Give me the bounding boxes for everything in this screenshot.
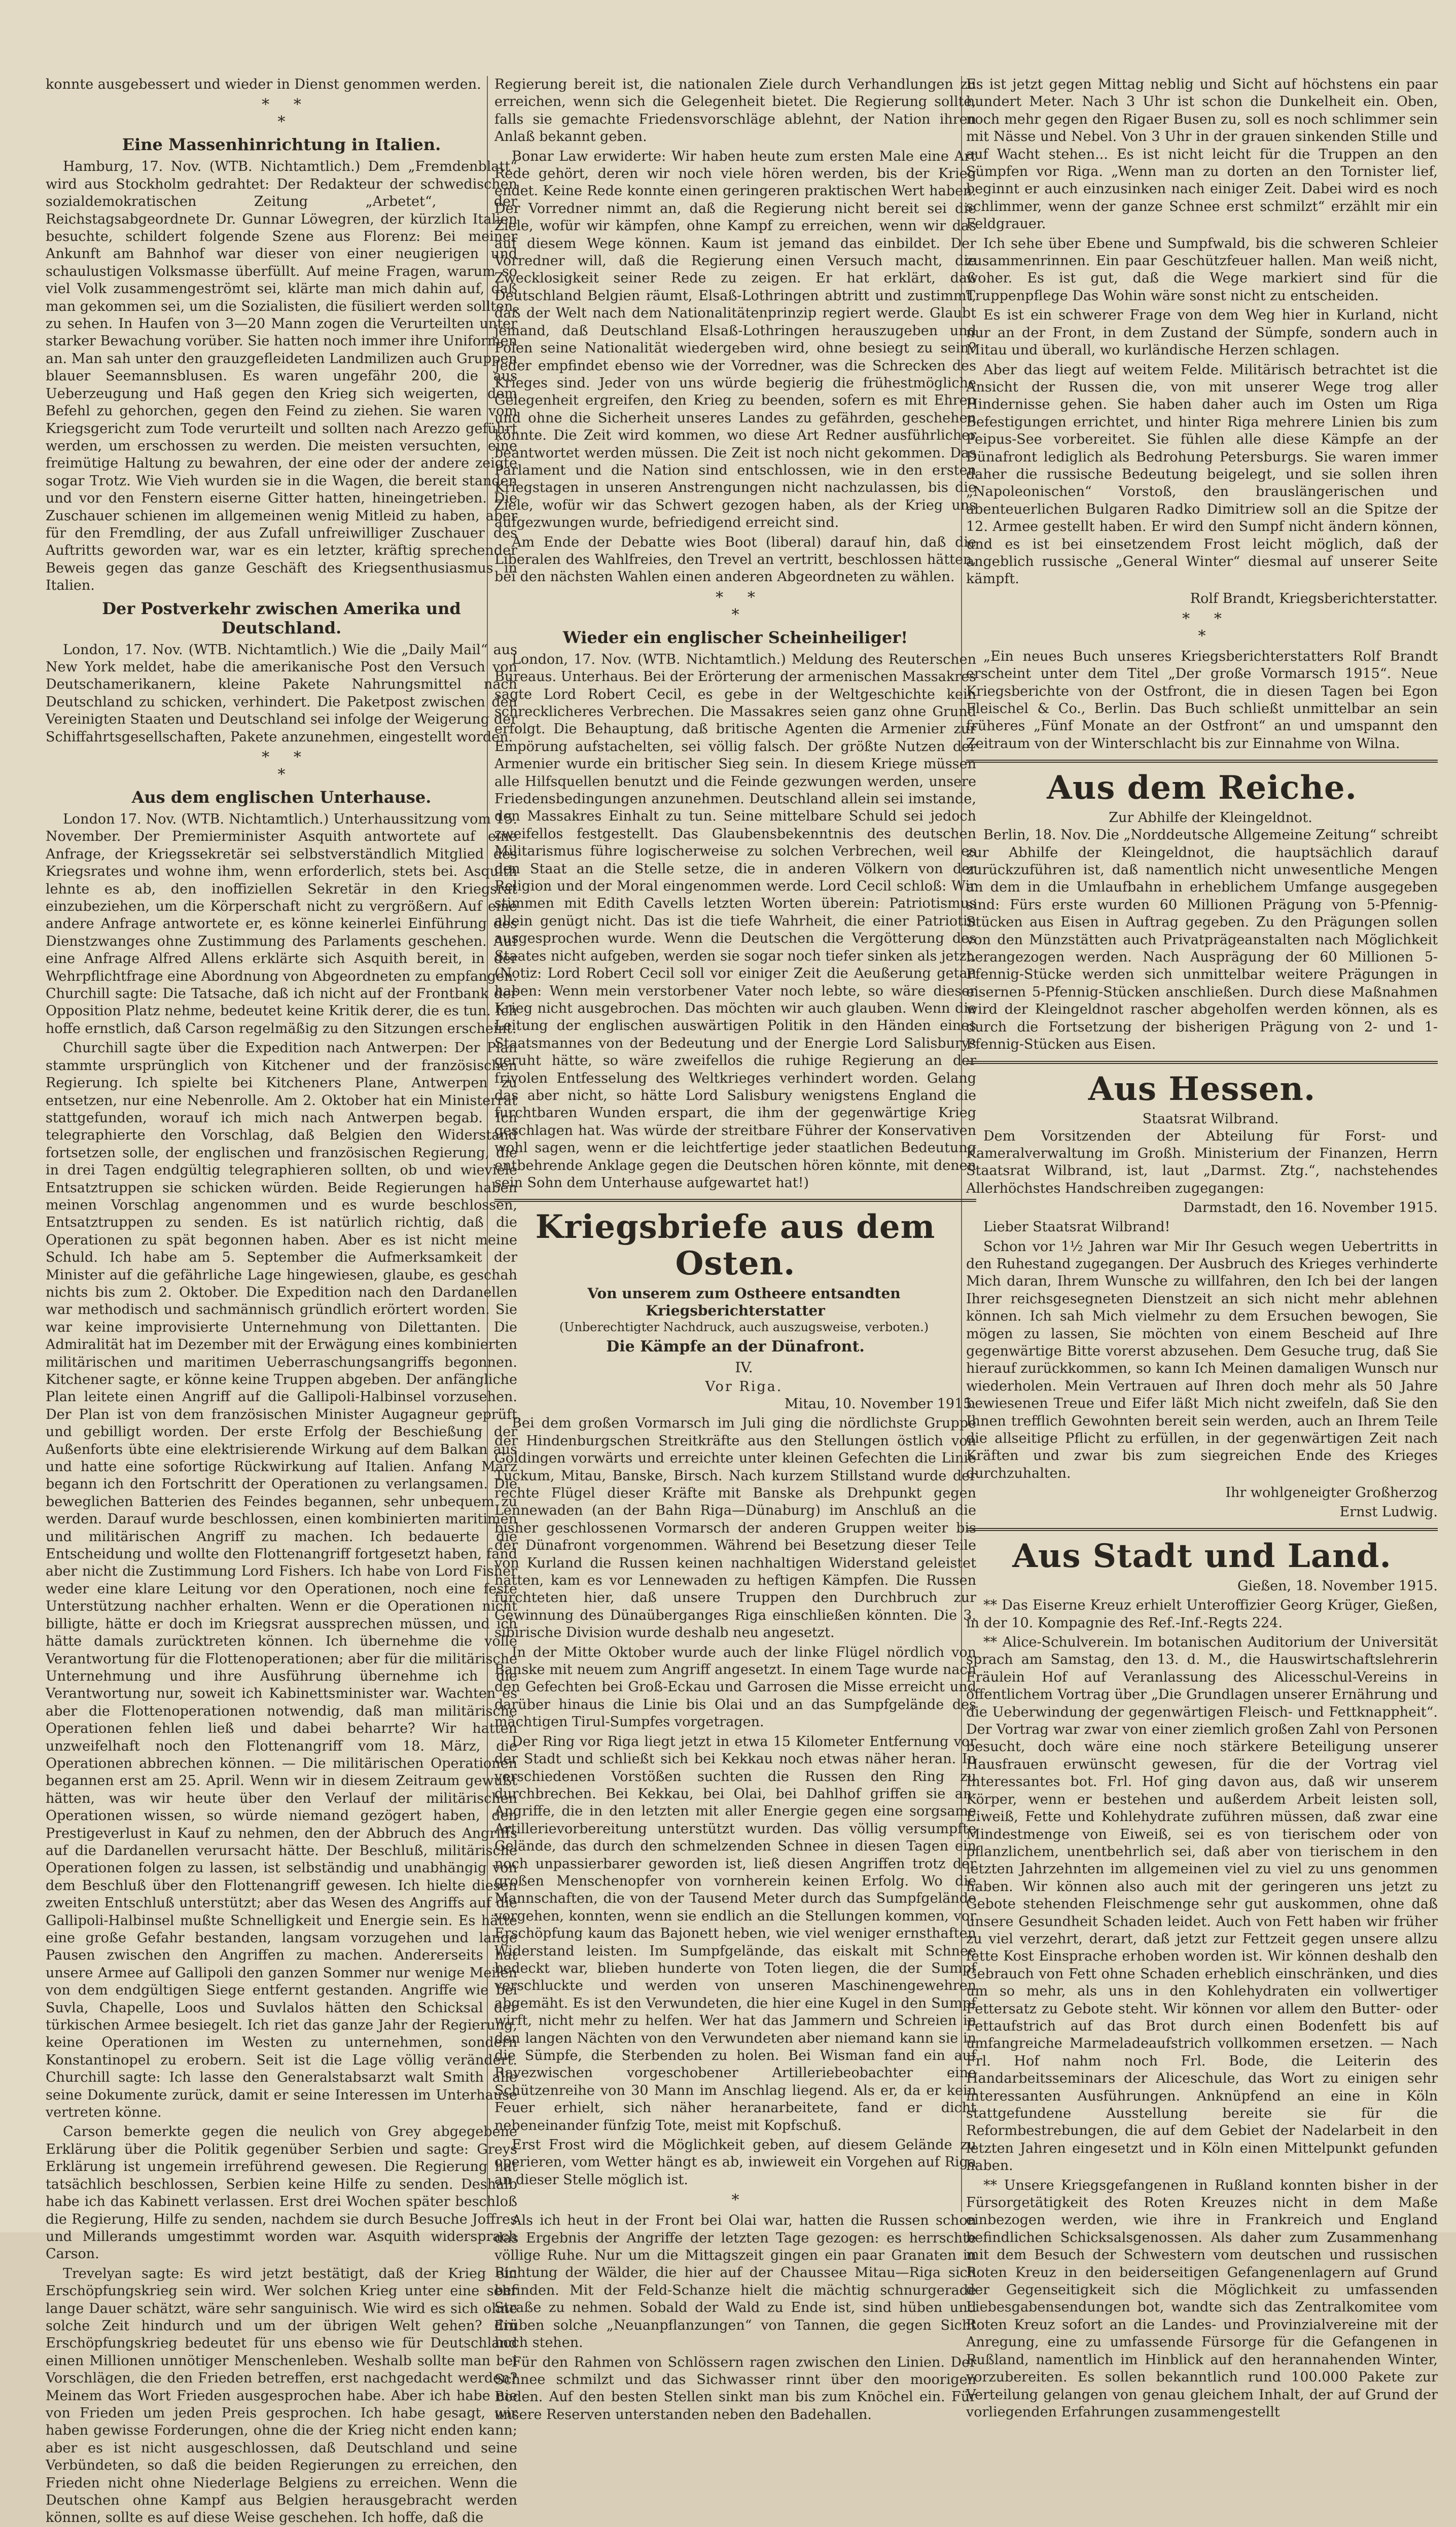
headline-stadt-und-land: Aus Stadt und Land. (1012, 1537, 1392, 1576)
article-text: Schon vor 1½ Jahren war Mir Ihr Gesuch wegen Uebertritts in den Ruhestand zugegangen. Der Ausbruch des Krieges verhinderte Mich daran, Ihrem Wunsche zu willfahren, den Ich bei der langen Ihrer reichsgesegneten Dienstzeit an sich nicht mehr ablehnen können. Ich sah Mich vielmehr zu dem Ersuchen bewogen, Sie mögen zu lassen, Sie möchten von einem Bescheid auf Ihre gegenwärtige Bitte vorerst abzusehen. Dem Gesuche trug, daß Sie hierauf zurückkommen, so kann Ich Meinen damaligen Wunsch nur wiederholen. Mein Vertrauen auf Ihren doch mehr als 50 Jahre bewiesenen Treue und Eifer läßt Mich nicht zweifeln, daß Sie den Ihnen trefflich Gewohnten bereit sein werden, auch an Ihrem Teile die allseitige Pflicht zu erfüllen, in der gegenwärtigen Zeit nach Kräften und zwar bis zum siegreichen Ende des Krieges durchzuhalten. (966, 1238, 1438, 1481)
separator-stars: * * * (262, 749, 301, 784)
article-text: „Ein neues Buch unseres Kriegsberichterstatters Rolf Brandt erscheint unter dem Titel „Der große Vormarsch 1915“. Neue Kriegsberichte von der Ostfront, die in diesen Tagen bei Egon Fleischel & Co., Berlin. Das Buch schließt unmittelbar an sein früheres „Fünf Monate an der Ostfront“ an und umspannt den Zeitraum von der Winterschlacht bis zur Einnahme von Wilna. (966, 648, 1438, 752)
section-rule (494, 1199, 976, 1202)
article-text: Bei dem großen Vormarsch im Juli ging die nördlichste Gruppe der Hindenburgschen Streitkräfte aus den Stellungen östlich von Goldingen vorwärts und erreichte unter kleinen Gefechten die Linie Tuckum, Mitau, Banske, Birsch. Nach kurzem Stillstand wurde der rechte Flügel dieser Kräfte mit Banske als Drehpunkt gegen Lennewaden (an der Bahn Riga—Dünaburg) im Anschluß an die bisher geschlossenen Vormarsch der anderen Gruppen weiter bis der Dünafront vorgenommen. Während bei Besetzung dieser Teile von Kurland die Russen keinen nachhaltigen Widerstand geleistet hatten, kam es vor Lennewaden zu heftigen Kämpfen. Die Russen fürchteten hier, daß unsere Truppen den Durchbruch zur Gewinnung des Dünaüberganges Riga einschließen könnten. Die 3. sibirische Division wurde deshalb neu angesetzt. (494, 1415, 976, 1641)
headline-aus-hessen: Aus Hessen. (1088, 1070, 1316, 1108)
article-text: Trevelyan sagte: Es wird jetzt bestätigt, daß der Krieg ein Erschöpfungskrieg sein wird. Wer solchen Krieg unter eine sehr lange Dauer schätzt, wäre sehr sanguinisch. Wie wird es sich ohne solche Zeit hindurch und um der übrigen Welt gehen? Ein Erschöpfungskrieg bedeutet für uns ebenso wie für Deutschland einen Millionen unnötiger Menschenleben. Weshalb sollte man bei Vorschlägen, die den Frieden betreffen, erst nachgedacht werden? Meinem das Wort Frieden ausgesprochen habe. Aber ich habe nie von Frieden um jeden Preis gesprochen. Ich habe gesagt, wir haben gewisse Forderungen, ohne die der Krieg nicht enden kann; aber es ist nicht ausgeschlossen, daß Deutschland und seine Verbündeten, so daß die beiden Regierungen zu erreichen, den Frieden nicht ohne Niederlage Belgiens zu erreichen. Wenn die Deutschen ohne Kampf aus Belgien herausgebracht werden können, sollte es auf diese Weise geschehen. Ich hoffe, daß die (46, 2265, 517, 2526)
article-text: In der Mitte Oktober wurde auch der linke Flügel nördlich von Banske mit neuem zum Angriff angesetzt. In einem Tage wurde nach den Gefechten bei Groß-Eckau und Garrosen die Misse erreicht und darüber hinaus die Linie bis Olai und an das Sumpfgelände des mächtigen Tirul-Sumpfes vorgetragen. (494, 1644, 976, 1730)
headline-massenhinrichtung: Eine Massenhinrichtung in Italien. (122, 135, 441, 155)
headline-unterhaus: Aus dem englischen Unterhause. (131, 788, 432, 807)
article-text: Churchill sagte über die Expedition nach Antwerpen: Der Plan stammte ursprünglich von Kitchener und der französischen Regierung. Ich spielte bei Kitcheners Plane, Antwerpen zu entsetzen, nur eine Nebenrolle. Am 2. Oktober hat ein Ministerrat stattgefunden, worauf ich mich nach Antwerpen begab. Ich telegraphierte den Vorschlag, daß Belgien den Widerstand fortsetzen solle, der englischen und französischen Regierung, die in drei Tagen endgültig telegraphieren sollten, ob und wieviele Entsatztruppen sie schicken würden. Beide Regierungen haben meinen Vorschlag angenommen und es wurde beschlossen, Entsatztruppen zu senden. Es ist natürlich richtig, daß die Operationen zu spät begonnen haben. Aber es ist nicht meine Schuld. Ich habe am 5. September die Aufmerksamkeit der Minister auf die gefährliche Lage hingewiesen, glaube, es geschah nichts bis zum 2. Oktober. Die Expedition nach den Dardanellen war methodisch und sachmännisch gründlich erörtert worden. Sie war keine improvisierte Unternehmung von Dilettanten. Die Admiralität hat im Dezember mit der Erwägung eines kombinierten militärischen und maritimen Ueberraschungsangriffs begonnen. Kitchener sagte, er könne keine Truppen abgeben. Der anfängliche Plan leitete einen Angriff auf die Gallipoli-Halbinsel vorzusehen. Der Plan ist von dem französischen Minister Augagneur geprüft und gebilligt worden. Der erste Erfolg der Beschießung der Außenforts übte eine elektrisierende Wirkung auf dem Balkan aus und hatte eine sofortige Rückwirkung auf Italien. Anfang März begann ich den Fortschritt der Operationen zu verlangsamen. Die beweglichen Batterien des Feindes begannen, sehr unbequem zu werden. Darauf wurde beschlossen, einen kombinierten maritimen und militärischen Angriff zu machen. Ich bedauerte die Entscheidung und wollte den Flottenangriff fortgesetzt haben, fand aber nicht die Zustimmung Lord Fishers. Ich habe von Lord Fisher weder eine klare Leitung vor den Operationen, noch eine feste Unterstützung nachher erhalten. Wenn er die Operationen nicht billigte, hätte er doch im Kriegsrat aussprechen müssen, und ich hätte damals zurücktreten können. Ich übernehme die volle Verantwortung für die Flottenoperationen; aber für die militärische Unternehmung und ihre Ausführung übernehme ich die Verantwortung nur, soweit ich Kabinettsminister war. Wachten es aber die Flottenoperationen notwendig, daß man militärische Operationen fehlen ließ und dabei beharrte? Wir hatten unzweifelhaft noch den Flottenangriff vom 18. März, die Operationen abbrechen können. — Die militärischen Operationen begannen erst am 25. April. Wenn wir in diesem Zeitraum gewußt hätten, was wir heute über den Verlauf der militärischen Operationen wissen, so würde niemand gezögert haben, den Prestigeverlust in Kauf zu nehmen, den der Abbruch des Angriffs auf die Dardanellen verursacht hätte. Der Beschluß, militärische Operationen folgen zu lassen, ist selbständig und unabhängig von dem Beschluß über den Flottenangriff gewesen. Ich hielte diesen zweiten Entschluß unterstützt; aber das Wesen des Angriffs auf die Gallipoli-Halbinsel mußte Schnelligkeit und Energie sein. Es hätte eine große Gefahr bestanden, langsam vorzugehen und lange Pausen zwischen den Angriffen zu machen. Andererseits hat unsere Armee auf Gallipoli den ganzen Sommer nur wenige Meilen von dem endgültigen Siege entfernt gestanden. Angriffe wie bei Suvla, Chapelle, Loos und Suvlalos hätten den Schicksal der türkischen Armee besiegelt. Ich riet das ganze Jahr der Regierung, keine Operationen im Westen zu unternehmen, sondern Konstantinopel zu erobern. Seit ist die Lage völlig verändert. Churchill sagte: Ich lasse den Generalstabsarzt walt Smith alle seine Dokumente zurück, damit er seine Interessen im Unterhause vertreten könne. (46, 1040, 517, 2121)
column-1 (46, 76, 517, 2526)
author-signature: Rolf Brandt, Kriegsberichterstatter. (1190, 590, 1438, 607)
article-text: Carson bemerkte gegen die neulich von Grey abgegebene Erklärung über die Politik gegenüber Serbien und sagte: Greys Erklärung ist ungemein irreführend gewesen. Die Regierung hat tatsächlich beschlossen, Serbien keine Hilfe zu senden. Deshalb habe ich das Kabinett verlassen. Erst drei Wochen später beschloß die Regierung, Hilfe zu senden, nachdem sie durch Besuche Joffres und Millerands umgestimmt worden war. Asquith widersprach Carson. (46, 2124, 517, 2262)
article-text: Aber das liegt auf weitem Felde. Militärisch betrachtet ist die Ansicht der Russen die, von mit unserer Wege trog aller Hindernisse gehen. Sie haben daher auch im Osten um Riga Befestigungen errichtet, und hinter Riga mehrere Linien bis zum Peipus-See vorbereitet. Sie fühlen alle diese Kämpfe an der Dünafront lediglich als Bedrohung Petersburgs. Sie waren immer daher die russische Bedeutung beigelegt, und sie sollen ihren „Napoleonischen“ Vorstoß, den brauslängerischen und abenteuerlichen Bulgaren Radko Dimitriew soll an die Spitze der 12. Armee gestellt haben. Er wird den Sumpf nicht ändern können, und es ist bei einsetzendem Frost leicht möglich, daß der angeblich russische „General Winter“ diesmal auf unserer Seite kämpft. (966, 362, 1438, 587)
headline-scheinheiliger: Wieder ein englischer Scheinheiliger! (562, 627, 908, 647)
article-text: Dem Vorsitzenden der Abteilung für Forst- und Kameralverwaltung im Großh. Ministerium der Finanzen, Herrn Staatsrat Wilbrand, ist, laut „Darmst. Ztg.“, nachstehendes Allerhöchstes Handschreiben zugegangen: (966, 1128, 1438, 1196)
article-text: ** Das Eiserne Kreuz erhielt Unteroffizier Georg Krüger, Gießen, in der 10. Kompagnie des Ref.-Inf.-Regts 224. (966, 1597, 1438, 1631)
article-text: Für den Rahmen von Schlössern ragen zwischen den Linien. Der Schnee schmilzt und das Sichwasser rinnt über den moorigen Boden. Auf den besten Stellen sinkt man bis zum Knöchel ein. Für unsere Reserven unterstanden neben den Badehallen. (494, 2354, 976, 2423)
dateline: Gießen, 18. November 1915. (1237, 1578, 1438, 1594)
article-text: Lieber Staatsrat Wilbrand! (983, 1219, 1170, 1235)
separator-stars: * * * (1182, 610, 1222, 645)
article-text: Als ich heut in der Front bei Olai war, hatten die Russen schon das Ergebnis der Angriffe der letzten Tage gezogen: es herrschte völlige Ruhe. Nur um die Mittagszeit gingen ein paar Granaten in Richtung der Wälder, die hier auf der Chaussee Mitau—Riga sich befinden. Mit der Feld-Schanze hielt die mächtig schnurgerade Straße zu nehmen. Sobald der Wald zu Ende ist, sind hüben und drüben solche „Neuanpflanzungen“ von Tannen, die gegen Sicht hoch stehen. (494, 2213, 976, 2351)
article-text: Es ist jetzt gegen Mittag neblig und Sicht auf höchstens ein paar hundert Meter. Nach 3 Uhr ist schon die Dunkelheit ein. Oben, noch mehr gegen den Rigaer Busen zu, soll es noch schlimmer sein mit Nässe und Nebel. Von 3 Uhr in der grauen sinkenden Stille und auf Wacht stehen... Es ist nicht leicht für die Truppen an den Sümpfen vor Riga. „Wenn man zu dorten an den Tornister lief, beginnt er auch einzusinken nach einiger Zeit. Dabei wird es noch schlimmer, wenn der ganze Schnee erst schmilzt“ erzählt mir ein Feldgrauer. (966, 77, 1438, 232)
headline-duenafront: Die Kämpfe an der Dünafront. (606, 1338, 865, 1356)
article-text: ** Alice-Schulverein. Im botanischen Auditorium der Universität sprach am Samstag, den 13. d. M., die Hauswirtschaftslehrerin Fräulein Hof auf Veranlassung des Alicesschul-Vereins in öffentlichem Vortrag über „Die Grundlagen unserer Ernährung und die Ueberwindung der gegenwärtigen Fleisch- und Fettknappheit“. Der Vortrag war zwar von einer ziemlich großen Zahl von Personen besucht, doch wäre eine noch stärkere Beteiligung unserer Hausfrauen erwünscht gewesen, für die der Vortrag viel Interessantes bot. Frl. Hof ging davon aus, daß wir unserem Körper, wenn er bestehen und außerdem Arbeit leisten soll, Eiweiß, Fette und Kohlehydrate zuführen müssen, daß zwar eine Mindestmenge von Eiweiß, sei es von tierischem oder von pflanzlichem, unentbehrlich sei, daß aber von tierischem in den letzten Jahrzehnten im allgemeinen viel zu viel zu uns genommen haben. Wir können also auch mit der geringeren uns jetzt zu Gebote stehenden Fleischmenge sehr gut auskommen, ohne daß unsere Gesundheit Schaden leidet. Auch von Fett haben wir früher zu viel verzehrt, derart, daß jetzt zur Fettzeit gegen unsere allzu fette Kost Einsprache erhoben worden ist. Wir können deshalb den Gebrauch von Fett ohne Schaden erheblich einschränken, und dies um so mehr, als uns in den Kohlehydraten ein vollwertiger Fettersatz zu Gebote steht. Wir können vor allem den Butter- oder Fettaufstrich auf das Brot durch einen Bodenfett bis auf umfangreiche Marmeladeaufstrich vollkommen ersetzen. — Nach Frl. Hof nahm noch Frl. Bode, die Leiterin des Handarbeitsseminars der Aliceschule, das Wort zu einigen sehr interessanten Ausführungen. Anknüpfend an eine in Köln stattgefundene Ausstellung bereite sie für die Reformbestrebungen, die auf dem Gebiet der Nadelarbeit in den letzten Jahren eingesetzt und in Köln einen Mittelpunkt gefunden haben. (966, 1634, 1438, 2174)
separator-stars: * * * (716, 588, 755, 624)
copyright-note: (Unberechtigter Nachdruck, auch auszugsweise, verboten.) (559, 1320, 929, 1335)
separator-stars: * * * (262, 96, 301, 131)
signature-name: Ernst Ludwig. (1339, 1504, 1438, 1520)
section-rule (966, 1528, 1438, 1531)
dateline: Mitau, 10. November 1915. (784, 1396, 976, 1412)
article-text: Berlin, 18. Nov. Die „Norddeutsche Allgemeine Zeitung“ schreibt zur Abhilfe der Kleingeldnot, die hauptsächlich darauf zurückzuführen ist, daß namentlich nicht unwesentliche Mengen an dem in die Umlaufbahn in erheblichem Umfange ausgegeben sind: Fürs erste wurden 60 Millionen Prägung von 5-Pfennig-Stücken aus Eisen in Auftrag gegeben. Zu den Prägungen sollen von den Münzstätten auch Privatprägeanstalten nach Möglichkeit herangezogen werden. Nach Ausprägung der 60 Millionen 5-Pfennig-Stücke werden sich unmittelbar weitere Prägungen in eisernen 5-Pfennig-Stücken anschließen. Durch diese Maßnahmen wird der Kleingeldnot rascher abgeholfen werden können, als es durch die Fortsetzung der bisherigen Prägung von 2- und 1-Pfennig-Stücken aus Eisen. (966, 827, 1438, 1053)
article-text: ** Unsere Kriegsgefangenen in Rußland konnten bisher in der Fürsorgetätigkeit des Roten Kreuzes nicht in dem Maße einbezogen werden, wie ihre in Frankreich und England befindlichen Schicksalsgenossen. Als daher zum Zusammenhang mit dem Besuch der Schwestern vom deutschen und russischen Roten Kreuz in den beiderseitigen Gefangenenlagern auf Grund der Gegenseitigkeit sich die Möglichkeit zu umfassenden Liebesgabensendungen bot, wandte sich das Zentralkomitee vom Roten Kreuz sofort an die Landes- und Provinzialvereine mit der Anregung, eine zu umfassende Fürsorge für die Gefangenen in Rußland, namentlich im Hinblick auf den herannahenden Winter, vorzubereiten. Es sollen bekanntlich rund 100.000 Pakete zur Verteilung gelangen von genau gleichem Inhalt, der auf Grund der vorliegenden Erfahrungen zusammengestellt (966, 2177, 1438, 2420)
article-text: Am Ende der Debatte wies Boot (liberal) darauf hin, daß die Liberalen des Wahlfreies, den Trevel an vertritt, beschlossen hätten, bei den nächsten Wahlen einen anderen Abgeordneten zu wählen. (494, 534, 976, 585)
part-number: IV. (735, 1359, 753, 1376)
article-text: Erst Frost wird die Möglichkeit geben, auf diesem Gelände zu operieren, vom Wetter hängt es ab, inwieweit ein Vorgehen auf Riga an dieser Stelle möglich ist. (494, 2137, 976, 2188)
article-text: konnte ausgebessert und wieder in Dienst genommen werden. (46, 77, 481, 92)
headline-aus-dem-reiche: Aus dem Reiche. (1047, 769, 1357, 807)
column-3 (966, 76, 1438, 2420)
article-subtitle: Vor Riga. (705, 1379, 783, 1395)
column-2 (494, 76, 976, 2423)
article-text: Es ist ein schwerer Frage von dem Weg hier in Kurland, nicht nur an der Front, in dem Zustand der Sümpfe, sondern auch in Mitau und überall, wo kurländische Herzen schlagen. (966, 307, 1438, 359)
subheadline: Staatsrat Wilbrand. (1142, 1111, 1279, 1127)
article-text: Hamburg, 17. Nov. (WTB. Nichtamtlich.) Dem „Fremdenblatt“ wird aus Stockholm gedrahtet: Der Redakteur der schwedischen sozialdemokratischen Zeitung „Arbetet“, der Reichstagsabgeordnete Dr. Gunnar Löwegren, der kürzlich Italien besuchte, schildert folgende Szene aus Florenz: Bei meiner Ankunft am Bahnhof war dieser von einer neugierigen und schaulustigen Volksmasse überfüllt. Auf meine Fragen, warum so viel Volk zusammengeströmt sei, klärte man mich dahin auf, daß man gekommen sei, um die Sozialisten, die füsiliert werden sollten, zu sehen. In Haufen von 3—20 Mann zogen die Verurteilten unter starker Bewachung vorüber. Sie hatten noch immer ihre Uniformen an. Man sah unter den grauzgefleideten Landmilizen auch Gruppen blauer Seemannsblusen. Es waren ungefähr 200, die aus Ueberzeugung und Haß gegen den Krieg sich weigerten, dem Befehl zu gehorchen, gegen den Feind zu ziehen. Sie waren vom Kriegsgericht zum Tode verurteilt und sollten nach Arezzo geführt werden, um erschossen zu werden. Die meisten versuchten, eine freimütige Haltung zu bewahren, der eine oder der andere zeigte sogar Trotz. Wie Vieh wurden sie in die Wagen, die bereit standen und vor den Fenstern eiserne Gitter hatten, hineingetrieben. Die Zuschauer schienen im allgemeinen wenig Mitleid zu haben, aber für den Fremdling, der aus Zufall unfreiwilliger Zuschauer des Auftritts geworden war, war es ein letzter, kräftig sprechender Beweis gegen das ganze Geschäft des Kriegsenthusiasmus in Italien. (46, 159, 517, 594)
subheadline: Zur Abhilfe der Kleingeldnot. (1109, 810, 1312, 826)
signature-line: Ihr wohlgeneigter Großherzog (1225, 1485, 1438, 1501)
article-text: Ich sehe über Ebene und Sumpfwald, bis die schweren Schleier zusammenrinnen. Ein paar Geschützfeuer hallen. Man weiß nicht, woher. Es ist gut, daß die Wege markiert sind für die Truppenpflege Das Wohin wäre sonst nicht zu entscheiden. (966, 235, 1438, 304)
headline-postverkehr: Der Postverkehr zwischen Amerika und Deutschland. (102, 598, 461, 637)
headline-kriegsbriefe: Kriegsbriefe aus dem Osten. (535, 1208, 936, 1283)
article-text: London, 17. Nov. (WTB. Nichtamtlich.) Meldung des Reuterschen Bureaus. Unterhaus. Bei der Erörterung der armenischen Massakres sagte Lord Robert Cecil, es gebe in der Weltgeschichte kein schrecklicheres Verbrechen. Die Massakres seien ganz ohne Grund erfolgt. Die Behauptung, daß britische Agenten die Armenier zur Empörung aufstachelten, sei völlig falsch. Der größte Nutzen der Armenier wurde ein britischer Sieg sein. In diesem Kriege müssen alle Hilfsquellen benutzt und die Feinde gezwungen werden, unsere Friedensbedingungen anzunehmen. Deutschland allein sei imstande, den Massakres Einhalt zu tun. Seine mittelbare Schuld sei jedoch zweifellos festgestellt. Das Glaubensbekenntnis des deutschen Militarismus führe logischerweise zu solchen Verbrechen, weil es den Staat an die Stelle setze, die in anderen Völkern von der Religion und der Moral eingenommen werde. Lord Cecil schloß: Wir stimmen mit Edith Cavells letzten Worten überein: Patriotismus allein genügt nicht. Das ist die tiefe Wahrheit, die einer Patriotin ausgesprochen wurde. Wenn die Deutschen die Vergötterung des Staates nicht aufgeben, werden sie sogar noch tiefer sinken als jetzt. (Notiz: Lord Robert Cecil soll vor einiger Zeit die Aeußerung getan haben: Wenn mein verstorbener Vater noch lebte, so wäre dieser Krieg nicht ausgebrochen. Das möchten wir auch glauben. Wenn die Leitung der englischen auswärtigen Politik in den Händen eines Staatsmannes von der Bedeutung und der Energie Lord Salisburys geruht hätte, so wäre zweifellos die ruhige Regierung an der frivolen Entfesselung des Weltkrieges verhindert worden. Gelang das aber nicht, so hätte Lord Salisbury wenigstens England die furchtbaren Wunden erspart, die ihm der gegenwärtige Krieg geschlagen hat. Was würde der streitbare Führer der Konservativen wohl sagen, wenn er die leichtfertige jeder staatlichen Bedeutung entbehrende Anklage gegen die Deutschen hören könnte, mit denen sein Sohn dem Unterhause aufgewartet hat!) (494, 651, 976, 1191)
section-rule (966, 1061, 1438, 1064)
article-text: London, 17. Nov. (WTB. Nichtamtlich.) Wie die „Daily Mail“ aus New York meldet, habe die amerikanische Post den Versuch von Deutschamerikanern, kleine Pakete Nahrungsmittel nach Deutschland zu schicken, verhindert. Die Paketpost zwischen den Vereinigten Staaten und Deutschland sei infolge der Weigerung der Schiffahrtsgesellschaften, Pakete anzunehmen, eingestellt worden. (46, 642, 517, 745)
article-text: London 17. Nov. (WTB. Nichtamtlich.) Unterhaussitzung vom 15. November. Der Premierminister Asquith antwortete auf eine Anfrage, der Kriegssekretär sei selbstverständlich Mitglied des Kriegsrates und wohne ihm, wenn erforderlich, stets bei. Asquith lehnte es ab, den inoffiziellen Sekretär in den Kriegsrat einzubeziehen, um die Körperschaft nicht zu vergrößern. Auf eine andere Anfrage antwortete er, es könne keinerlei Einführung des Dienstzwanges ohne Zustimmung des Parlaments geschehen. Auf eine Anfrage Alfred Allens erklärte sich Asquith bereit, in der Wehrpflichtfrage eine Abordnung von Abgeordneten zu empfangen. Churchill sagte: Die Tatsache, daß ich nicht auf der Frontbank der Opposition Platz nehme, bedeutet keine Kritik derer, die es tun. Ich hoffe ernstlich, daß Carson regelmäßig zu den Sitzungen erscheint. (46, 811, 517, 1037)
article-text: Der Ring vor Riga liegt jetzt in etwa 15 Kilometer Entfernung vor der Stadt und schließt sich bei Kekkau noch etwas näher heran. In verschiedenen Vorstößen suchten die Russen den Ring zu durchbrechen. Bei Kekkau, bei Olai, bei Dahlhof griffen sie an. Angriffe, die in den letzten mit aller Energie gegen eine sorgsame Artillerievorbereitung unterstützt wurden. Das völlig versumpfte Gelände, das durch den schmelzenden Schnee in diesen Tagen ein noch unpassierbarer geworden ist, ließ diesen Angriffen trotz der großen Menschenopfer von vornherein keinen Erfolg. Wo die Mannschaften, die von der Tausend Meter durch das Sumpfgelände vorgehen, konnten, wenn sie endlich an die Stellungen kommen, vor Erschöpfung kaum das Bajonett heben, wie viel weniger ernsthaften Widerstand leisten. Im Sumpfgelände, das eiskalt mit Schnee bedeckt war, blieben hunderte von Toten liegen, die der Sumpf verschluckte und werden von unseren Maschinengewehren abgemäht. Es ist den Verwundeten, die hier eine Kugel in den Sumpf wirft, nicht mehr zu helfen. Wer hat das Jammern und Schreien in den langen Nächten von den Verwundeten aber niemand kann sie in die Sümpfe, die Sterbenden zu holen. Bei Wisman fand ein auf Ravezwischen vorgeschobener Artilleriebeobachter eine Schützenreihe von 30 Mann im Anschlag liegend. Als er, da er kein Feuer erhielt, sich näher heranarbeitete, fand er dicht nebeneinander fünfzig Tote, meist mit Kopfschuß. (494, 1733, 976, 2133)
article-text: Bonar Law erwiderte: Wir haben heute zum ersten Male eine Art Rede gehört, deren wir noch viele hören werden, bis der Krieg endet. Keine Rede konnte einen geringeren praktischen Wert haben. Der Vorredner nimmt an, daß die Regierung nicht bereit sei die Ziele, wofür wir kämpfen, ohne Kampf zu erreichen, wenn wir das auf diesem Wege können. Kaum ist jemand das einbildet. Der Vorredner will, daß die Regierung einen Versuch macht, die Zwecklosigkeit seiner Rede zu zeigen. Er hat erklärt, daß Deutschland Belgien räumt, Elsaß-Lothringen abtritt und zustimmt, daß der Welt nach dem Nationalitätenprinzip regiert werde. Glaubt jemand, daß Deutschland Elsaß-Lothringen herauszugeben und Polen seine Nationalität wiedergeben wird, ohne besiegt zu sein? Jeder empfindet ebenso wie der Vorredner, was die Schrecken des Krieges sind. Jeder von uns würde begierig die frühestmögliche Gelegenheit ergreifen, den Krieg zu beenden, sofern es mit Ehren und ohne die Sicherheit unseres Landes zu gefährden, geschehen könnte. Die Zeit wird kommen, wo diese Art Redner ausführlicher beantwortet werden müssen. Die Zeit ist noch nicht gekommen. Das Parlament und die Nation sind entschlossen, wie in den ersten Kriegstagen in unseren Anstrengungen nicht nachzulassen, bis die Ziele, wofür wir das Schwert gezogen haben, als der Krieg uns aufgezwungen wurde, befriedigend erreicht sind. (494, 148, 976, 531)
subheadline: Von unserem zum Ostheere entsandten Kriegsberichterstatter (587, 1285, 901, 1320)
article-text: Regierung bereit ist, die nationalen Ziele durch Verhandlungen zu erreichen, wenn sich die Gelegenheit bietet. Die Regierung sollte, falls sie gemachte Friedensvorschläge ablehnt, der Nation ihren Anlaß bekannt geben. (494, 77, 976, 145)
separator-stars: * (731, 2191, 739, 2210)
section-rule (966, 760, 1438, 763)
dateline: Darmstadt, den 16. November 1915. (1183, 1200, 1438, 1216)
